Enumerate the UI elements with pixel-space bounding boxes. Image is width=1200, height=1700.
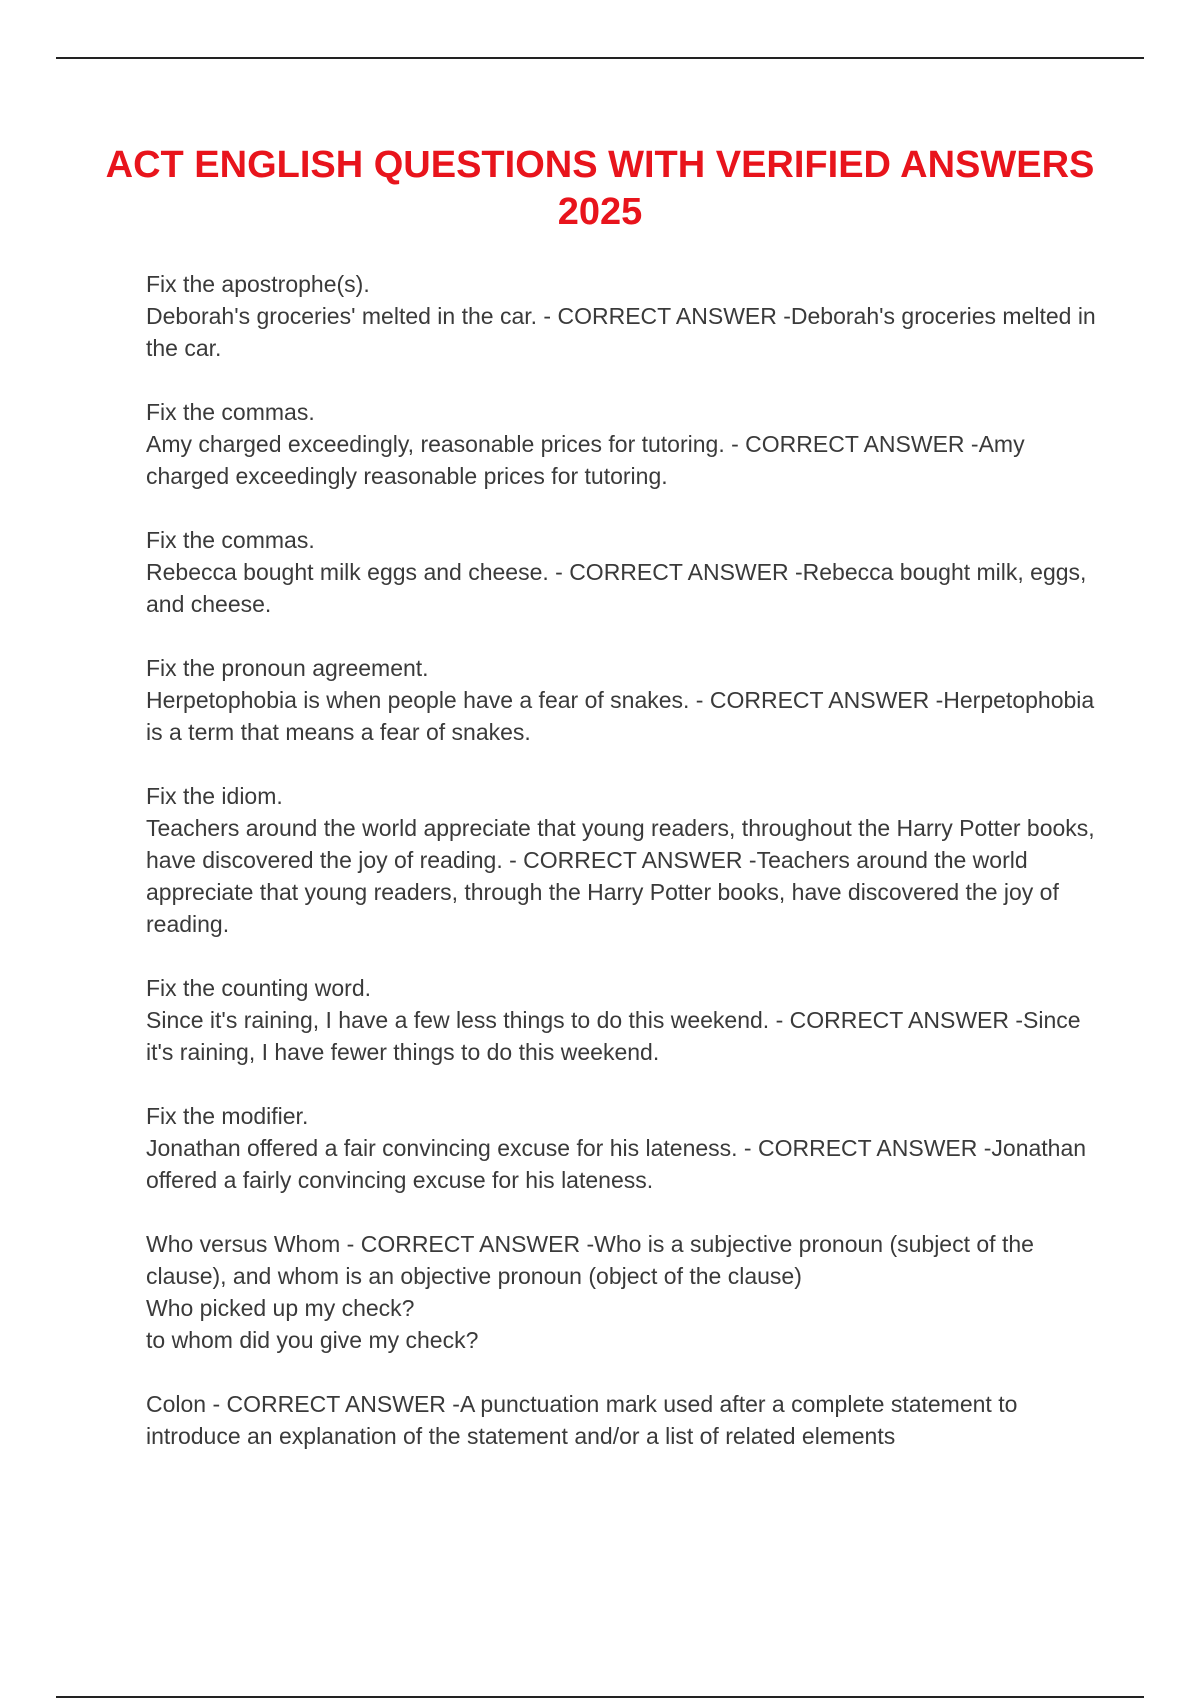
list-item <box>146 524 1106 620</box>
list-item <box>146 652 1106 748</box>
list-item <box>146 972 1106 1068</box>
document-title: ACT ENGLISH QUESTIONS WITH VERIFIED ANSWERS 2025 <box>105 144 1095 233</box>
entry-body: Deborah's groceries' melted in the car. - CORRECT ANSWER -Deborah's groceries melted in the car. <box>146 303 1096 361</box>
list-item <box>146 396 1106 492</box>
entry-prompt: Fix the commas. <box>146 399 315 425</box>
entry-prompt: Fix the idiom. <box>146 783 283 809</box>
bottom-rule <box>56 1696 1144 1698</box>
entry-body: Who picked up my check? <box>146 1295 415 1321</box>
entry-extra: to whom did you give my check? <box>146 1327 479 1353</box>
list-item <box>146 1228 1106 1356</box>
entry-body: Herpetophobia is when people have a fear of snakes. - CORRECT ANSWER -Herpetophobia is a term that means a fear of snakes. <box>146 687 1095 745</box>
entry-body: Jonathan offered a fair convincing excuse for his lateness. - CORRECT ANSWER -Jonathan offered a fairly convincing excuse for his lateness. <box>146 1135 1087 1193</box>
entry-prompt: Fix the apostrophe(s). <box>146 271 370 297</box>
entry-body: Amy charged exceedingly, reasonable prices for tutoring. - CORRECT ANSWER -Amy charged exceedingly reasonable prices for tutoring. <box>146 431 1025 489</box>
top-rule <box>56 57 1144 59</box>
entry-prompt: Who versus Whom - CORRECT ANSWER -Who is a subjective pronoun (subject of the clause), and whom is an objective pronoun (object of the clause) <box>146 1231 1034 1289</box>
entry-body: Rebecca bought milk eggs and cheese. - CORRECT ANSWER -Rebecca bought milk, eggs, and cheese. <box>146 559 1087 617</box>
document-body <box>146 268 1106 1484</box>
entry-prompt: Fix the modifier. <box>146 1103 309 1129</box>
entry-prompt: Fix the pronoun agreement. <box>146 655 429 681</box>
entry-prompt: Fix the counting word. <box>146 975 372 1001</box>
entry-body: Teachers around the world appreciate that young readers, throughout the Harry Potter books, have discovered the joy of reading. - CORRECT ANSWER -Teachers around the world appreciate that young readers, through the Harry Potter books, have discovered the joy of reading. <box>146 815 1095 937</box>
list-item <box>146 268 1106 364</box>
entry-prompt: Fix the commas. <box>146 527 315 553</box>
entry-prompt: Colon - CORRECT ANSWER -A punctuation mark used after a complete statement to introduce an explanation of the statement and/or a list of related elements <box>146 1391 1018 1449</box>
list-item <box>146 1388 1106 1452</box>
list-item <box>146 1100 1106 1196</box>
entry-body: Since it's raining, I have a few less things to do this weekend. - CORRECT ANSWER -Since it's raining, I have fewer things to do this weekend. <box>146 1007 1081 1065</box>
list-item <box>146 780 1106 940</box>
